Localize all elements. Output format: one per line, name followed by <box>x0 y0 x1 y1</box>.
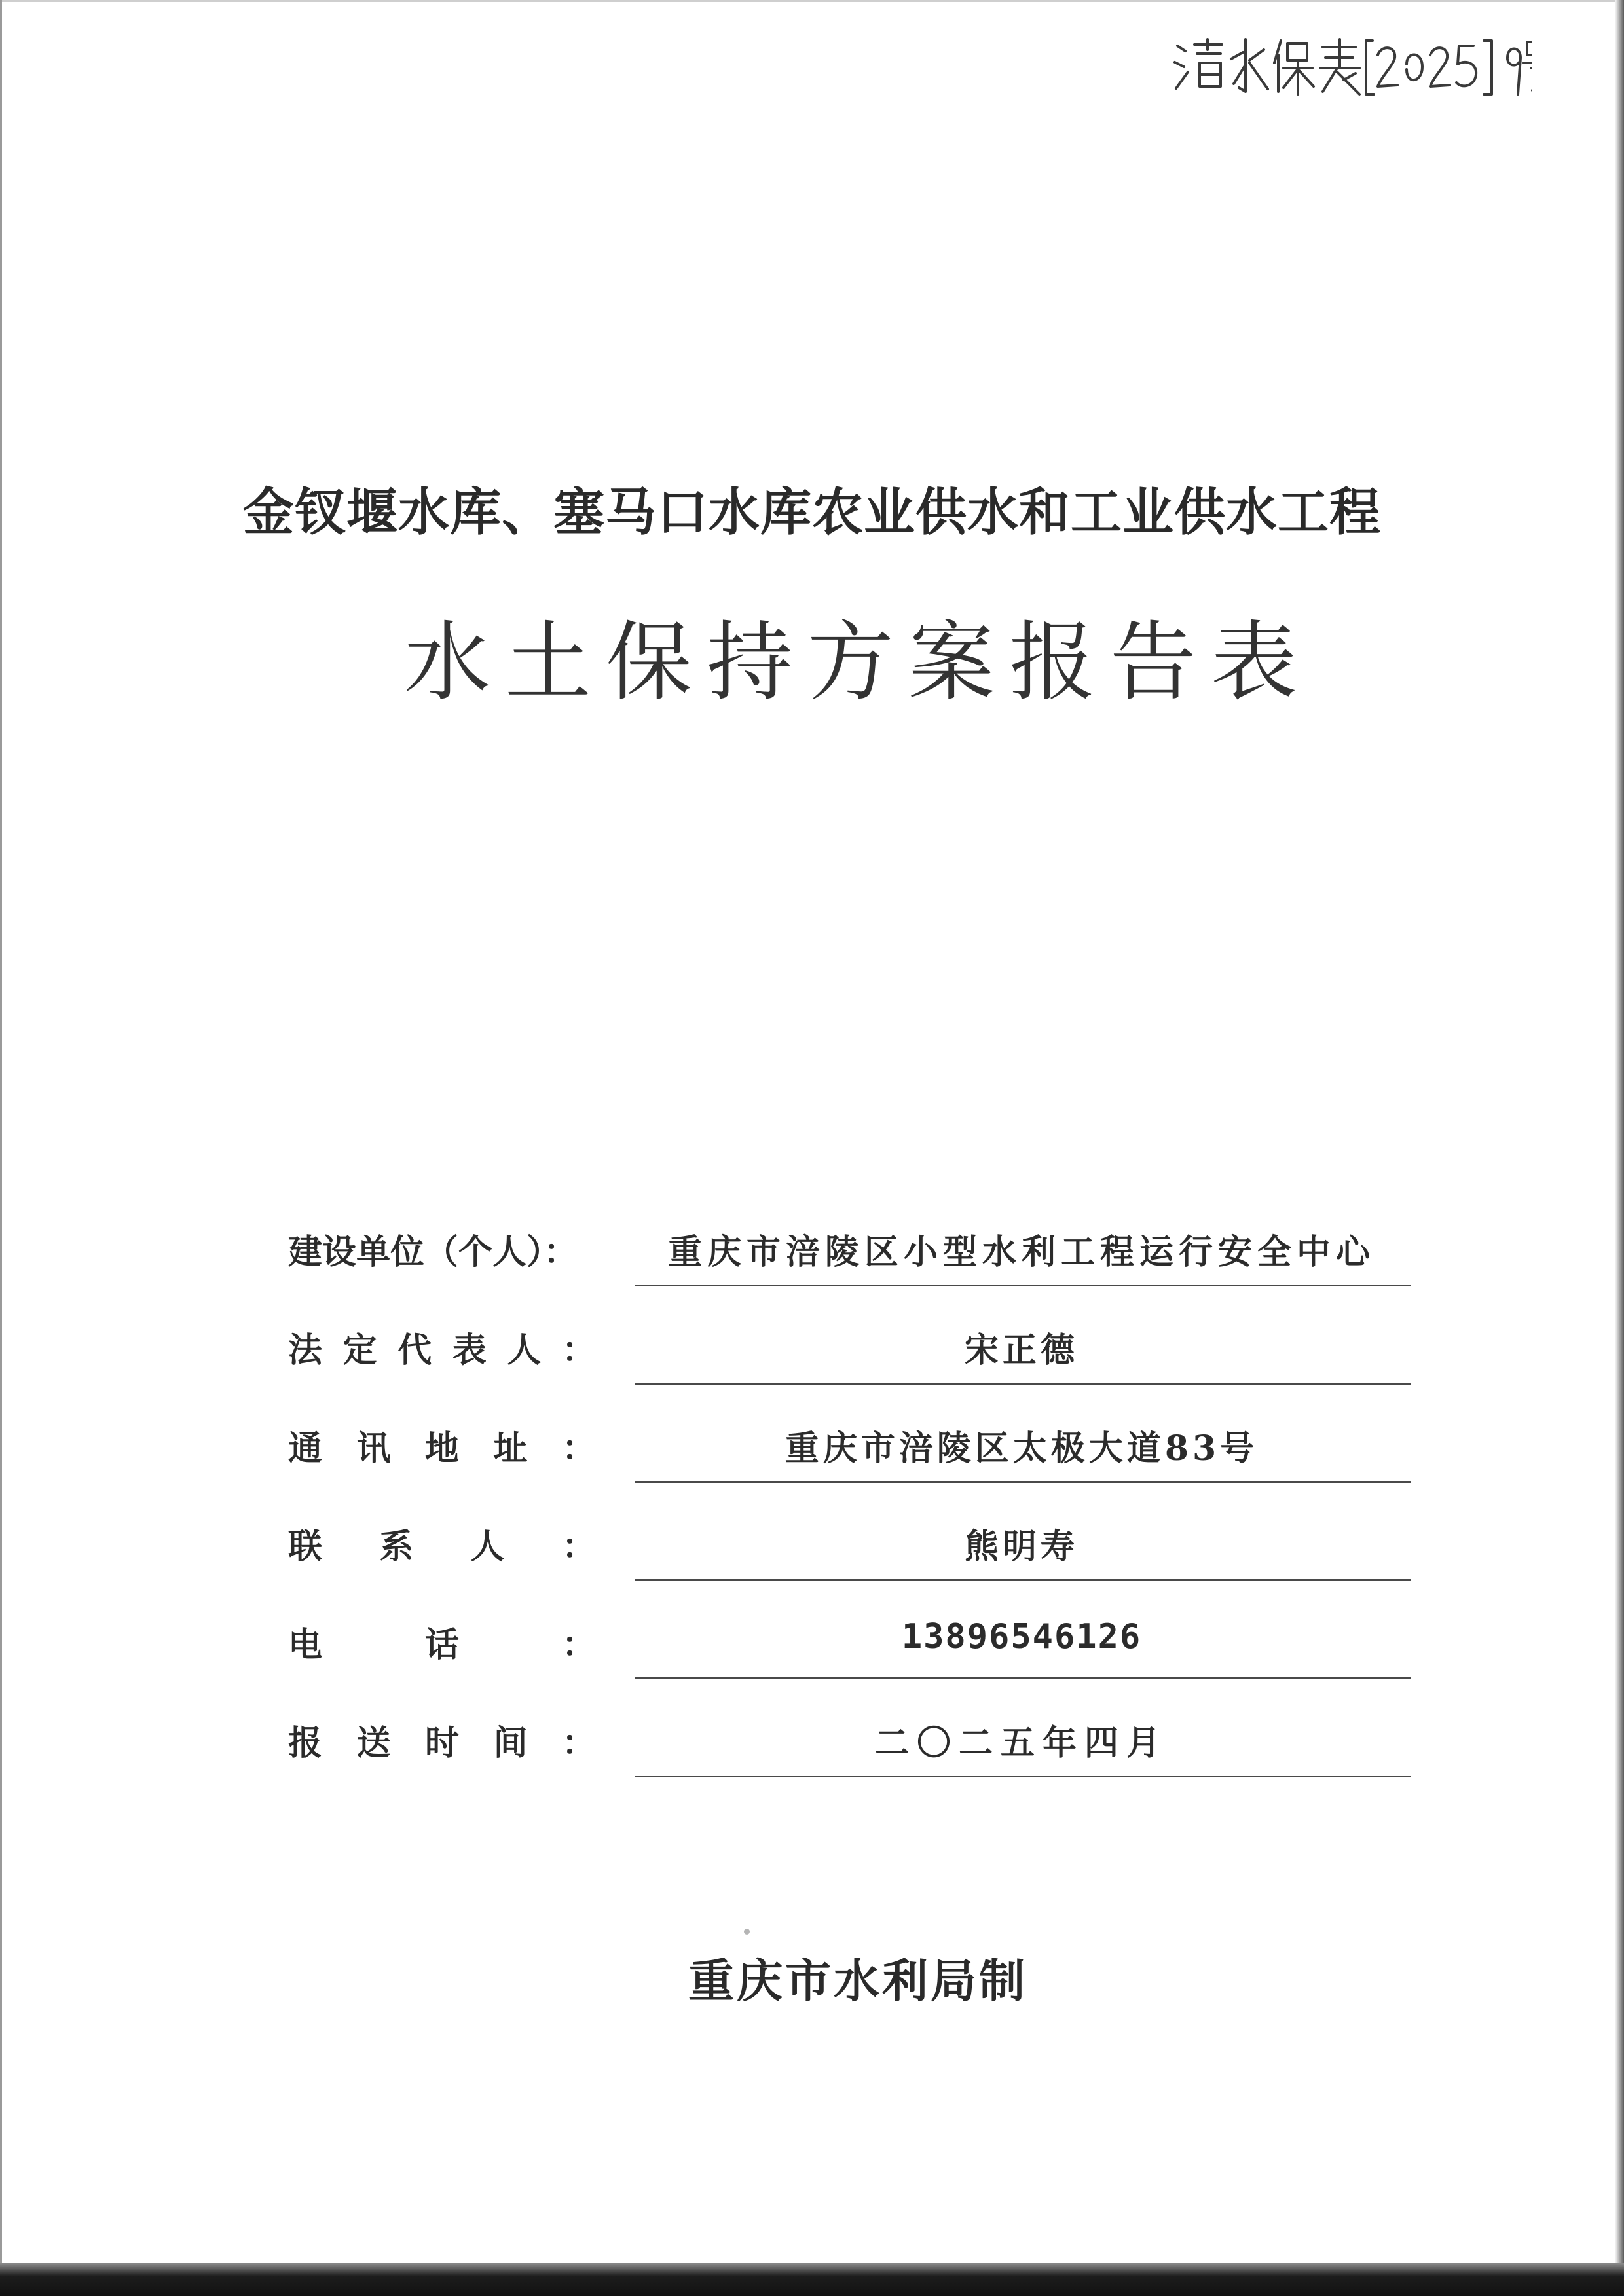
field-value-contact: 熊明寿 <box>964 1527 1079 1567</box>
field-row-construction-unit <box>288 1211 1414 1309</box>
field-value-phone: 13896546126 <box>901 1617 1142 1656</box>
scan-edge-top <box>0 0 1624 2</box>
field-row-phone <box>288 1604 1414 1702</box>
issuer-footer: 重庆市水利局制 <box>688 1954 1027 2008</box>
field-underline <box>635 1481 1411 1483</box>
field-label: 通讯地址： <box>288 1429 596 1468</box>
scan-edge-bottom <box>0 2263 1624 2296</box>
field-underline <box>635 1579 1411 1581</box>
field-label: 法定代表人： <box>288 1331 596 1370</box>
field-underline <box>635 1677 1411 1679</box>
field-label: 联系人： <box>288 1527 596 1567</box>
handwritten-doc-number-drawing <box>1166 26 1532 105</box>
project-title: 金钗堰水库、塞马口水库农业供水和工业供水工程 <box>242 483 1381 542</box>
field-row-contact <box>288 1506 1414 1604</box>
field-row-submission-time <box>288 1702 1414 1800</box>
field-row-address <box>288 1408 1414 1506</box>
scan-speck <box>744 1929 750 1935</box>
field-row-legal-representative <box>288 1309 1414 1408</box>
field-value-legal-representative: 宋正德 <box>964 1330 1079 1370</box>
info-table <box>288 1211 1414 1800</box>
field-underline <box>635 1383 1411 1385</box>
field-label: 建设单位（个人）： <box>288 1233 578 1272</box>
handwritten-doc-number <box>1166 26 1532 105</box>
field-value-construction-unit: 重庆市涪陵区小型水利工程运行安全中心 <box>667 1232 1375 1272</box>
field-label: 电话： <box>288 1626 596 1665</box>
field-value-submission-time: 二〇二五年四月 <box>874 1723 1168 1763</box>
report-title: 水土保持方案报告表 <box>404 612 1312 713</box>
field-label: 报送时间： <box>288 1724 596 1763</box>
field-value-address: 重庆市涪陵区太极大道83号 <box>784 1429 1259 1468</box>
field-underline <box>635 1776 1411 1777</box>
field-underline <box>635 1285 1411 1286</box>
